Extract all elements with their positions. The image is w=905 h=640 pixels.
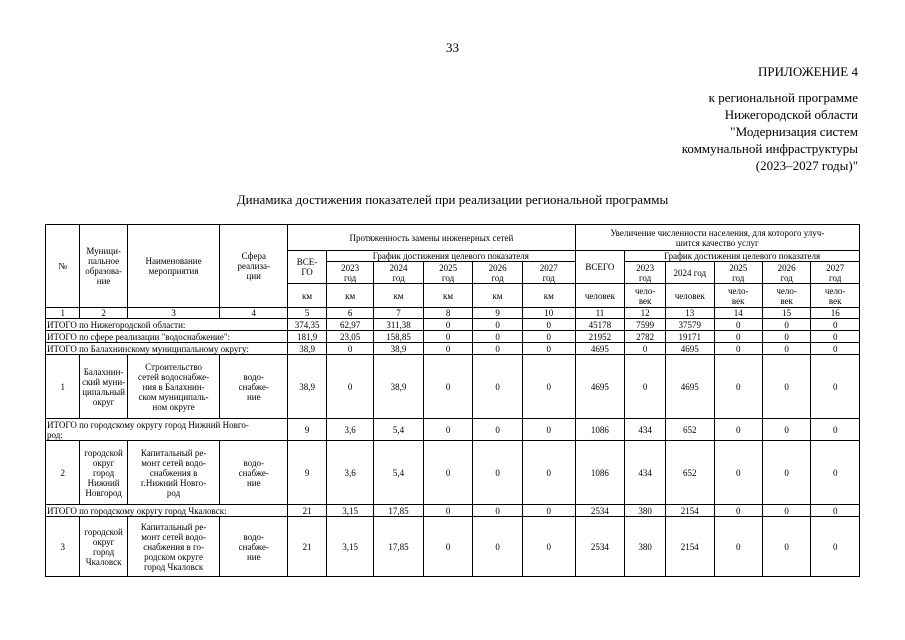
total-row <box>46 419 860 441</box>
table-cell: 4695 <box>575 355 625 419</box>
header-year-2023: 2023 год <box>326 262 373 284</box>
table-cell: 5,4 <box>374 419 424 441</box>
table-cell: 0 <box>522 319 575 331</box>
table-cell: 9 <box>288 419 327 441</box>
table-cell: 0 <box>811 441 860 505</box>
unit-people: чело- век <box>811 284 860 308</box>
table-cell: 0 <box>714 319 762 331</box>
table-cell: 0 <box>811 355 860 419</box>
table-cell: 17,85 <box>374 517 424 577</box>
table-cell: 158,85 <box>374 331 424 343</box>
table-cell: 0 <box>714 517 762 577</box>
header-pop-year-2023: 2023 год <box>625 262 666 284</box>
table-cell: 17,85 <box>374 505 424 517</box>
row-sphere: водо- снабже- ние <box>220 441 288 505</box>
table-row <box>46 517 860 577</box>
table-cell: 0 <box>714 441 762 505</box>
table-cell: 0 <box>762 331 810 343</box>
unit-people: чело- век <box>714 284 762 308</box>
table-cell: 0 <box>762 441 810 505</box>
column-number: 12 <box>625 308 666 319</box>
unit-km: км <box>522 284 575 308</box>
header-population-group: Увеличение численности населения, для которого улуч- шится качество услуг <box>575 225 859 251</box>
table-cell: 0 <box>522 331 575 343</box>
page-number: 33 <box>446 40 459 55</box>
column-number: 1 <box>46 308 80 319</box>
table-cell: 62,97 <box>326 319 373 331</box>
table-cell: 5,4 <box>374 441 424 505</box>
table-cell: 0 <box>762 343 810 355</box>
table-cell: 0 <box>423 355 473 419</box>
header-networks-group: Протяженность замены инженерных сетей <box>288 225 575 251</box>
table-cell: 38,9 <box>374 343 424 355</box>
table-cell: 0 <box>473 441 523 505</box>
row-measure: Капитальный ре- монт сетей водо- снабжения в г.Нижний Новго- род <box>127 441 220 505</box>
table-cell: 0 <box>522 441 575 505</box>
total-row <box>46 319 860 331</box>
table-cell: 380 <box>625 517 666 577</box>
table-cell: 0 <box>811 517 860 577</box>
subtitle-line: к региональной программе <box>708 90 858 105</box>
subtitle-line: коммунальной инфраструктуры <box>681 141 858 156</box>
column-number: 3 <box>127 308 220 319</box>
total-label: ИТОГО по сфере реализации "водоснабжение": <box>46 331 288 343</box>
table-cell: 0 <box>522 517 575 577</box>
table-cell: 3,15 <box>326 505 373 517</box>
header-population-schedule: График достижения целевого показателя <box>625 251 860 262</box>
column-number: 11 <box>575 308 625 319</box>
row-number: 2 <box>46 441 80 505</box>
row-sphere: водо- снабже- ние <box>220 517 288 577</box>
total-row <box>46 331 860 343</box>
table-cell: 311,38 <box>374 319 424 331</box>
column-number: 16 <box>811 308 860 319</box>
appendix-subtitle <box>682 89 858 174</box>
table-cell: 0 <box>714 343 762 355</box>
table-cell: 652 <box>666 441 714 505</box>
table-cell: 0 <box>473 331 523 343</box>
table-cell: 0 <box>423 319 473 331</box>
header-networks-schedule: График достижения целевого показателя <box>326 251 575 262</box>
unit-km: км <box>473 284 523 308</box>
row-measure: Строительство сетей водоснабже- ния в Балахнин- ском муниципаль- ном округе <box>127 355 220 419</box>
column-number: 5 <box>288 308 327 319</box>
table-cell: 23,05 <box>326 331 373 343</box>
table-cell: 0 <box>714 331 762 343</box>
row-sphere: водо- снабже- ние <box>220 355 288 419</box>
column-number: 13 <box>666 308 714 319</box>
table-cell: 4695 <box>666 343 714 355</box>
table-cell: 0 <box>762 319 810 331</box>
unit-km: км <box>374 284 424 308</box>
table-cell: 0 <box>326 355 373 419</box>
table-cell: 434 <box>625 441 666 505</box>
header-pop-year-2026: 2026 год <box>762 262 810 284</box>
row-municipality: городской округ город Нижний Новгород <box>80 441 127 505</box>
table-cell: 0 <box>473 343 523 355</box>
table-cell: 0 <box>522 419 575 441</box>
table-cell: 0 <box>811 505 860 517</box>
header-networks-total: ВСЕ- ГО <box>288 251 327 284</box>
table-cell: 3,15 <box>326 517 373 577</box>
header-pop-year-2025: 2025 год <box>714 262 762 284</box>
column-number: 8 <box>423 308 473 319</box>
table-cell: 2534 <box>575 517 625 577</box>
column-numbers-row <box>46 308 860 319</box>
table-cell: 1086 <box>575 419 625 441</box>
table-cell: 0 <box>423 343 473 355</box>
document-title: Динамика достижения показателей при реализации региональной программы <box>236 192 669 207</box>
table-cell: 0 <box>423 441 473 505</box>
table-cell: 0 <box>473 505 523 517</box>
table-cell: 38,9 <box>374 355 424 419</box>
table-cell: 3,6 <box>326 419 373 441</box>
table-cell: 0 <box>423 505 473 517</box>
table-cell: 380 <box>625 505 666 517</box>
column-number: 4 <box>220 308 288 319</box>
table-cell: 2534 <box>575 505 625 517</box>
table-cell: 19171 <box>666 331 714 343</box>
table-cell: 0 <box>473 319 523 331</box>
table-cell: 0 <box>625 355 666 419</box>
column-number: 14 <box>714 308 762 319</box>
header-year-2024: 2024 год <box>374 262 424 284</box>
table-cell: 38,9 <box>288 343 327 355</box>
table-cell: 0 <box>326 343 373 355</box>
table-cell: 434 <box>625 419 666 441</box>
table-cell: 3,6 <box>326 441 373 505</box>
unit-km: км <box>326 284 373 308</box>
unit-people: человек <box>666 284 714 308</box>
table-cell: 0 <box>522 343 575 355</box>
table-cell: 0 <box>762 505 810 517</box>
table-cell: 0 <box>423 419 473 441</box>
total-label: ИТОГО по городскому округу город Чкаловск: <box>46 505 288 517</box>
header-population-total: ВСЕГО <box>575 251 625 284</box>
table-row <box>46 441 860 505</box>
header-sphere: Сфера реализа- ции <box>220 225 288 308</box>
column-number: 6 <box>326 308 373 319</box>
table-cell: 0 <box>473 517 523 577</box>
total-label: ИТОГО по городскому округу город Нижний Новго- род: <box>46 419 288 441</box>
subtitle-line: Нижегородской области <box>724 107 858 122</box>
column-number: 9 <box>473 308 523 319</box>
total-row <box>46 343 860 355</box>
indicators-table <box>45 224 860 577</box>
table-cell: 37579 <box>666 319 714 331</box>
table-cell: 0 <box>811 331 860 343</box>
table-cell: 1086 <box>575 441 625 505</box>
row-measure: Капитальный ре- монт сетей водо- снабжения в го- родском округе город Чкаловск <box>127 517 220 577</box>
table-cell: 4695 <box>666 355 714 419</box>
row-municipality: городской округ город Чкаловск <box>80 517 127 577</box>
table-cell: 0 <box>625 343 666 355</box>
subtitle-line: "Модернизация систем <box>730 124 858 139</box>
table-cell: 2154 <box>666 517 714 577</box>
subtitle-line: (2023–2027 годы)" <box>755 158 858 173</box>
table-cell: 0 <box>714 505 762 517</box>
table-cell: 0 <box>762 517 810 577</box>
table-cell: 21952 <box>575 331 625 343</box>
table-cell: 45178 <box>575 319 625 331</box>
table-cell: 2154 <box>666 505 714 517</box>
table-cell: 181,9 <box>288 331 327 343</box>
table-cell: 0 <box>762 419 810 441</box>
column-number: 7 <box>374 308 424 319</box>
header-year-2027: 2027 год <box>522 262 575 284</box>
table-cell: 0 <box>762 355 810 419</box>
table-cell: 2782 <box>625 331 666 343</box>
table-cell: 21 <box>288 505 327 517</box>
total-label: ИТОГО по Нижегородской области: <box>46 319 288 331</box>
table-cell: 0 <box>522 505 575 517</box>
table-cell: 0 <box>714 355 762 419</box>
row-number: 1 <box>46 355 80 419</box>
header-num: № <box>46 225 80 308</box>
table-cell: 0 <box>811 419 860 441</box>
table-cell: 652 <box>666 419 714 441</box>
table-cell: 0 <box>811 343 860 355</box>
table-cell: 374,35 <box>288 319 327 331</box>
table-cell: 0 <box>423 331 473 343</box>
row-number: 3 <box>46 517 80 577</box>
header-pop-year-2027: 2027 год <box>811 262 860 284</box>
header-year-2025: 2025 год <box>423 262 473 284</box>
table-cell: 21 <box>288 517 327 577</box>
table-cell: 0 <box>473 355 523 419</box>
header-pop-year-2024: 2024 год <box>666 262 714 284</box>
column-number: 10 <box>522 308 575 319</box>
table-cell: 0 <box>473 419 523 441</box>
unit-people: чело- век <box>762 284 810 308</box>
header-measure: Наименование мероприятия <box>127 225 220 308</box>
unit-people: человек <box>575 284 625 308</box>
table-cell: 7599 <box>625 319 666 331</box>
column-number: 15 <box>762 308 810 319</box>
column-number: 2 <box>80 308 127 319</box>
table-cell: 0 <box>423 517 473 577</box>
row-municipality: Балахнин- ский муни- ципальный округ <box>80 355 127 419</box>
total-label: ИТОГО по Балахнинскому муниципальному округу: <box>46 343 288 355</box>
header-year-2026: 2026 год <box>473 262 523 284</box>
unit-km: км <box>288 284 327 308</box>
table-cell: 9 <box>288 441 327 505</box>
total-row <box>46 505 860 517</box>
table-cell: 0 <box>522 355 575 419</box>
table-cell: 38,9 <box>288 355 327 419</box>
appendix-label: ПРИЛОЖЕНИЕ 4 <box>758 64 858 79</box>
table-cell: 0 <box>811 319 860 331</box>
table-cell: 4695 <box>575 343 625 355</box>
unit-km: км <box>423 284 473 308</box>
unit-people: чело- век <box>625 284 666 308</box>
table-cell: 0 <box>714 419 762 441</box>
table-row <box>46 355 860 419</box>
header-municipality: Муници- пальное образова- ние <box>80 225 127 308</box>
